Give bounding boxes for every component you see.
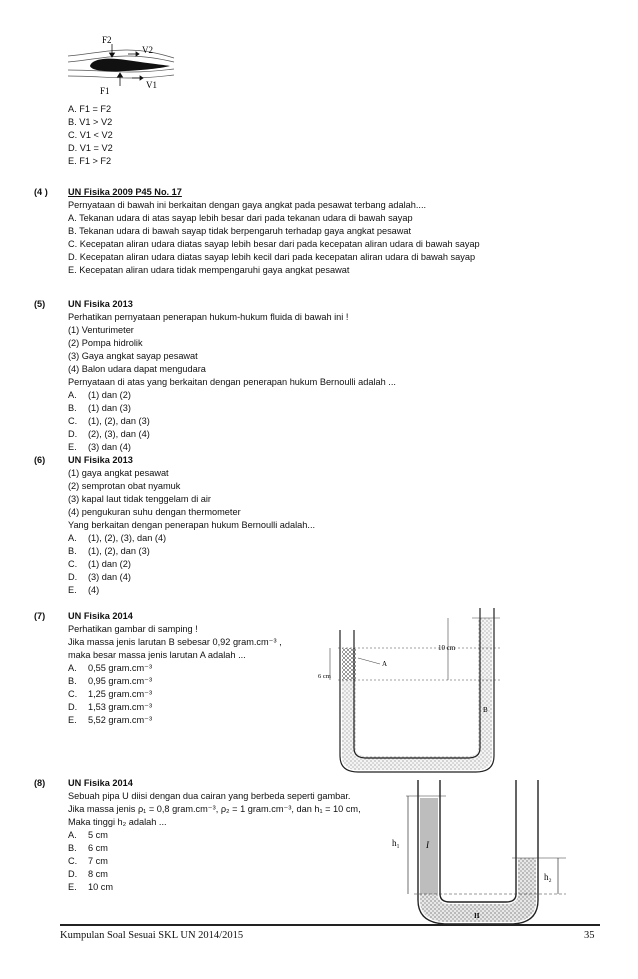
q7-number: (7): [34, 611, 46, 621]
q6-option-a-letter: A.: [68, 533, 77, 543]
q6-number: (6): [34, 455, 46, 465]
q8-option-b-text: 6 cm: [88, 843, 108, 853]
q8-number: (8): [34, 778, 46, 788]
label-i: I: [426, 840, 429, 850]
label-h1: h₁: [392, 838, 400, 848]
q8-header: UN Fisika 2014: [68, 778, 133, 788]
q7-option-b-text: 0,95 gram.cm⁻³: [88, 676, 153, 686]
q6-option-d-letter: D.: [68, 572, 78, 582]
q5-option-d-letter: D.: [68, 429, 78, 439]
q7-question-line-1: Perhatikan gambar di samping !: [68, 624, 198, 634]
q3-option-a: A. F1 = F2: [68, 104, 112, 114]
label-v2: V2: [142, 45, 153, 55]
q5-header: UN Fisika 2013: [68, 299, 133, 309]
q5-option-a-letter: A.: [68, 390, 77, 400]
q8-option-e-letter: E.: [68, 882, 77, 892]
q5-number: (5): [34, 299, 46, 309]
q3-option-d: D. V1 = V2: [68, 143, 113, 153]
q5-question: Perhatikan pernyataan penerapan hukum-hukum fluida di bawah ini !: [68, 312, 349, 322]
footer-title: Kumpulan Soal Sesuai SKL UN 2014/2015: [60, 930, 244, 941]
u-tube-liquid-b: [342, 618, 492, 770]
q8-option-a-letter: A.: [68, 830, 77, 840]
label-f2: F2: [102, 35, 112, 45]
q4-option-e: E. Kecepatan aliran udara tidak mempengaruhi gaya angkat pesawat: [68, 265, 350, 275]
q5-statement-1: (1) Venturimeter: [68, 325, 134, 335]
q5-statement-4: (4) Balon udara dapat mengudara: [68, 364, 206, 374]
airfoil-figure: [66, 32, 176, 96]
label-h2: h₂: [544, 872, 552, 882]
q6-statement-3: (3) kapal laut tidak tenggelam di air: [68, 494, 211, 504]
label-f1: F1: [100, 86, 110, 96]
q8-option-c-text: 7 cm: [88, 856, 108, 866]
footer-divider: [60, 924, 600, 926]
label-b: B: [483, 706, 488, 714]
q7-option-c-letter: C.: [68, 689, 78, 699]
q3-option-e: E. F1 > F2: [68, 156, 112, 166]
q4-number: (4 ): [34, 187, 48, 197]
q6-option-b-letter: B.: [68, 546, 77, 556]
q6-option-d-text: (3) dan (4): [88, 572, 131, 582]
airfoil-shape: [90, 59, 170, 72]
q6-statement-2: (2) semprotan obat nyamuk: [68, 481, 181, 491]
q8-question-line-2: Jika massa jenis ρ₁ = 0,8 gram.cm⁻³, ρ₂ = 1 gram.cm⁻³, dan h₁ = 10 cm,: [68, 804, 361, 814]
q5-option-e-text: (3) dan (4): [88, 442, 131, 452]
q5-prompt: Pernyataan di atas yang berkaitan dengan penerapan hukum Bernoulli adalah ...: [68, 377, 396, 387]
q6-statement-1: (1) gaya angkat pesawat: [68, 468, 169, 478]
q5-option-c-text: (1), (2), dan (3): [88, 416, 150, 426]
q6-option-c-letter: C.: [68, 559, 78, 569]
u-tube-figure-q7: [318, 600, 504, 776]
u-tube-liquid-1: [420, 798, 438, 894]
q5-statement-3: (3) Gaya angkat sayap pesawat: [68, 351, 198, 361]
q6-option-c-text: (1) dan (2): [88, 559, 131, 569]
q6-statement-4: (4) pengukuran suhu dengan thermometer: [68, 507, 241, 517]
q8-question-line-3: Maka tinggi h₂ adalah ...: [68, 817, 167, 827]
q3-option-b: B. V1 > V2: [68, 117, 113, 127]
q3-option-c: C. V1 < V2: [68, 130, 113, 140]
u-tube-figure-q8: [386, 776, 570, 924]
q8-option-e-text: 10 cm: [88, 882, 114, 892]
q6-option-a-text: (1), (2), (3), dan (4): [88, 533, 167, 543]
label-6cm: 6 cm: [318, 673, 331, 680]
q8-option-b-letter: B.: [68, 843, 77, 853]
q6-option-b-text: (1), (2), dan (3): [88, 546, 150, 556]
q8-option-c-letter: C.: [68, 856, 78, 866]
q4-option-b: B. Tekanan udara di bawah sayap tidak berpengaruh terhadap gaya angkat pesawat: [68, 226, 412, 236]
q7-header: UN Fisika 2014: [68, 611, 133, 621]
q5-option-b-text: (1) dan (3): [88, 403, 131, 413]
q4-question: Pernyataan di bawah ini berkaitan dengan gaya angkat pada pesawat terbang adalah....: [68, 200, 427, 210]
q7-option-a-text: 0,55 gram.cm⁻³: [88, 663, 153, 673]
q6-option-e-letter: E.: [68, 585, 77, 595]
u-tube-outline: [340, 608, 494, 772]
q8-option-a-text: 5 cm: [88, 830, 108, 840]
q4-option-d: D. Kecepatan aliran udara diatas sayap lebih kecil dari pada kecepatan aliran udara di bawah sayap: [68, 252, 476, 262]
q8-question-line-1: Sebuah pipa U diisi dengan dua cairan yang berbeda seperti gambar.: [68, 791, 351, 801]
q7-option-e-letter: E.: [68, 715, 77, 725]
q7-option-c-text: 1,25 gram.cm⁻³: [88, 689, 153, 699]
q6-header: UN Fisika 2013: [68, 455, 133, 465]
q4-option-c: C. Kecepatan aliran udara diatas sayap lebih besar dari pada kecepatan aliran udara di bawah sayap: [68, 239, 480, 249]
label-ii: II: [474, 912, 480, 920]
q7-question-line-3: maka besar massa jenis larutan A adalah ...: [68, 650, 246, 660]
q7-option-a-letter: A.: [68, 663, 77, 673]
q5-option-c-letter: C.: [68, 416, 78, 426]
q5-option-d-text: (2), (3), dan (4): [88, 429, 150, 439]
label-10cm: 10 cm: [438, 644, 456, 652]
q5-option-e-letter: E.: [68, 442, 77, 452]
q4-option-a: A. Tekanan udara di atas sayap lebih besar dari pada tekanan udara di bawah sayap: [68, 213, 413, 223]
q5-statement-2: (2) Pompa hidrolik: [68, 338, 143, 348]
q7-option-d-text: 1,53 gram.cm⁻³: [88, 702, 153, 712]
page-number: 35: [584, 930, 595, 941]
label-v1: V1: [146, 80, 157, 90]
q6-option-e-text: (4): [88, 585, 100, 595]
q7-option-b-letter: B.: [68, 676, 77, 686]
q6-prompt: Yang berkaitan dengan penerapan hukum Bernoulli adalah...: [68, 520, 316, 530]
q8-option-d-text: 8 cm: [88, 869, 108, 879]
q7-option-d-letter: D.: [68, 702, 78, 712]
q5-option-b-letter: B.: [68, 403, 77, 413]
label-a: A: [382, 660, 388, 668]
q7-option-e-text: 5,52 gram.cm⁻³: [88, 715, 153, 725]
q4-header: UN Fisika 2009 P45 No. 17: [68, 187, 182, 197]
q7-question-line-2: Jika massa jenis larutan B sebesar 0,92 gram.cm⁻³ ,: [68, 637, 282, 647]
q5-option-a-text: (1) dan (2): [88, 390, 131, 400]
q8-option-d-letter: D.: [68, 869, 78, 879]
